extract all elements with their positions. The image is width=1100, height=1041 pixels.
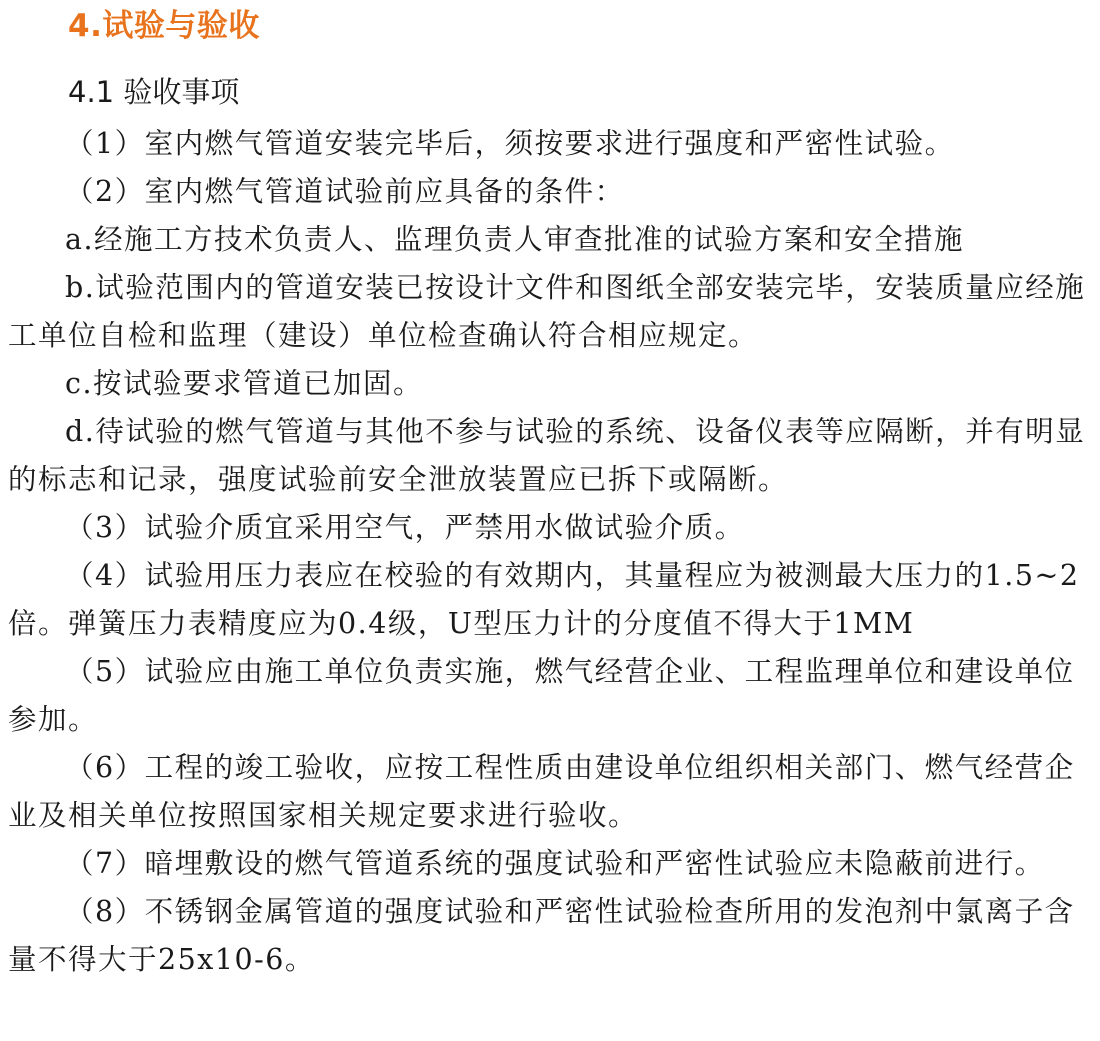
condition-b: b.试验范围内的管道安装已按设计文件和图纸全部安装完毕，安装质量应经施工单位自检和监理（建设）单位检查确认符合相应规定。	[8, 271, 1086, 352]
subsection-heading: 4.1 验收事项	[68, 75, 240, 109]
section-heading: 4.试验与验收	[68, 8, 260, 44]
paragraph-item-7: （7）暗埋敷设的燃气管道系统的强度试验和严密性试验应未隐蔽前进行。	[65, 847, 1045, 880]
paragraph-item-5: （5）试验应由施工单位负责实施，燃气经营企业、工程监理单位和建设单位参加。	[8, 655, 1075, 736]
paragraph-item-1: （1）室内燃气管道安装完毕后，须按要求进行强度和严密性试验。	[65, 127, 955, 160]
condition-a: a.经施工方技术负责人、监理负责人审查批准的试验方案和安全措施	[65, 223, 965, 256]
paragraph-item-3: （3）试验介质宜采用空气，严禁用水做试验介质。	[65, 511, 745, 544]
paragraph-item-6: （6）工程的竣工验收，应按工程性质由建设单位组织相关部门、燃气经营企业及相关单位按照国家相关规定要求进行验收。	[8, 751, 1075, 832]
paragraph-item-4: （4）试验用压力表应在校验的有效期内，其量程应为被测最大压力的1.5~2倍。弹簧压力表精度应为0.4级，U型压力计的分度值不得大于1MM	[8, 559, 1080, 640]
condition-d: d.待试验的燃气管道与其他不参与试验的系统、设备仪表等应隔断，并有明显的标志和记录，强度试验前安全泄放装置应已拆下或隔断。	[8, 415, 1086, 496]
paragraph-item-2: （2）室内燃气管道试验前应具备的条件：	[65, 175, 625, 208]
body-text	[8, 120, 1096, 984]
paragraph-item-8: （8）不锈钢金属管道的强度试验和严密性试验检查所用的发泡剂中氯离子含量不得大于25x10-6。	[8, 895, 1075, 976]
condition-c: c.按试验要求管道已加固。	[65, 367, 424, 400]
